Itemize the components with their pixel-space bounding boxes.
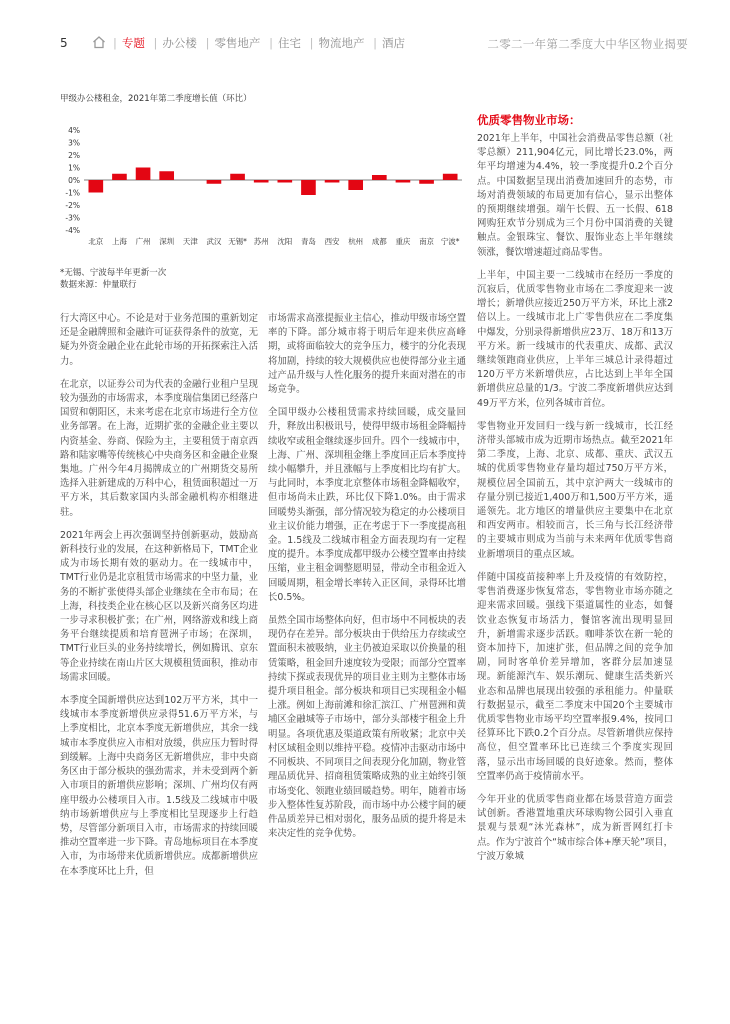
bar-3 [136,168,151,181]
paragraph: 伴随中国疫苗接种率上升及疫情的有效防控，零售消费逐步恢复常态，零售物业市场亦随之迎来需求回暖。强线下渠道属性的业态，如餐饮业态恢复市场活力，餐馆客流出现明显回升，新增需求逐步活跃。咖啡茶饮在新一轮的资本加持下，加速扩张，但品牌之间的竞争加剧，同时客单价差异增加，客群分层加速显现。新能源汽车、娱乐潮玩、健康生活类新兴业态和品牌也展现出较强的承租能力。仲量联行数据显示，截至二季度末中国20个主要城市优质零售物业市场平均空置率报9.4%，按同口径算环比下跌0.2个百分点。尽管新增供应保持高位，但空置率环比已连续三个季度实现回落，显示出市场回暖的良好迹象。然而，整体空置率仍高于疫情前水平。 [477,571,673,782]
x-tick-label: 成都 [371,237,387,246]
text-column-2 [268,312,466,850]
bar-7 [230,174,245,180]
report-title: 二零二一年第二季度大中华区物业揭要 [487,37,688,51]
paragraph: 2021年两会上再次强调坚持创新驱动，鼓励高新科技行业的发展，在这种新格局下，TMT企业成为市场长期有效的驱动力。在一线城市中，TMT行业仍是北京租赁市场需求的中坚力量，业务的不断扩张使得头部企业继续在全市布局；在上海，科技类企业在核心区以及新兴商务区均进一步寻求积极扩张；在广州，网络游戏和线上商务平台继续提质和培育琶洲子市场；在深圳，TMT行业巨头的业务持续增长，例如腾讯、京东等企业持续在南山片区大规模租赁面积，推动市场需求回暖。 [60,529,258,683]
section-title-retail: 优质零售物业市场： [477,113,581,127]
paragraph: 2021年上半年，中国社会消费品零售总额（社零总额）211,904亿元，同比增长23.0%，两年平均增速为4.4%，较一季度提升0.2个百分点。中国数据呈现出消费加速回升的态势，市场对消费领域的布局更加有信心，显示出整体的预期继续增强。端午长假、五一长假、618网购狂欢节分别成为三个月份中国消费的关键触点。金银珠宝、餐饮、服饰业态上半年继续领涨，餐饮增速超过商品零售。 [477,133,673,258]
x-tick-label: 深圳 [159,237,175,246]
bar-14 [396,180,411,183]
y-tick-label: 1% [68,163,80,173]
x-tick-label: 天津 [182,237,198,246]
x-tick-label: 武汉 [206,237,222,246]
text-column-1 [60,312,258,888]
bar-12 [348,180,363,190]
paragraph: 零售物业开发回归一线与新一线城市，长江经济带头部城市成为近期市场热点。截至2021年第二季度，上海、北京、成都、重庆、武汉五城的优质零售物业存量均超过750万平方米，规模位居全国前五，其中京沪两大一线城市的存量分别已接近1,400万和1,500万平方米，遥遥领先。北方地区的增量供应主要集中在北京和西安两市。相较而言，长三角与长江经济带的主要城市则成为当前与未来两年优质零售商业新增项目的重点区域。 [477,420,673,560]
x-tick-label: 广州 [135,237,151,246]
x-tick-label: 沈阳 [277,237,293,246]
y-tick-label: 0% [68,176,80,185]
section-nav: | 专题 | 办公楼 | 零售地产 | 住宅 | 物流地产 | 酒店 [113,36,406,50]
chart-title: 甲级办公楼租金，2021年第二季度增长值（环比） [60,94,252,104]
x-tick-label: 杭州 [348,237,364,246]
nav-item-hotel[interactable]: 酒店 [382,36,406,50]
paragraph: 今年开业的优质零售商业都在场景营造方面尝试创新。香港置地重庆环球购物公园引入垂直景观与景观“沐光森林”，成为新晋网红打卡点。作为宁波首个“城市综合体+摩天轮”项目，宁波万象城 [477,793,673,862]
nav-item-residential[interactable]: 住宅 [277,36,301,50]
x-tick-label: 重庆 [395,237,411,246]
paragraph: 本季度全国新增供应达到102万平方米，其中一线城市本季度新增供应录得51.6万平方米，与上季度相比，北京本季度无新增供应，其余一线城市本季度供应入市相对放缓，供应压力暂时得到缓解。上海中央商务区无新增供应，非中央商务区由于部分板块的强劲需求，并未受到两个新入市项目的新增供应影响；深圳、广州均仅有两座甲级办公楼项目入市。1.5线及二线城市中吸纳市场新增供应与上季度相比呈现逐步上行趋势，尽管部分新项目入市，市场需求的持续回暖推动空置率进一步下降。青岛地标项目在本季度入市，为市场带来优质新增供应。成都新增供应在本季度环比上升，但 [60,695,258,877]
bar-4 [159,171,174,180]
paragraph: 上半年，中国主要一二线城市在经历一季度的沉寂后，优质零售物业市场在二季度迎来一波增长；新增供应接近250万平方米，环比上涨2倍以上。一线城市北上广零售供应在二季度集中爆发，分别录得新增供应23万、18万和13万平方米。新一线城市的代表重庆、成都、武汉继续领跑商业供应，上半年三城总计录得超过120万平方米新增供应，占比达到上半年全国新增供应总量的1/3。宁波二季度新增供应达到49万平方米，位列各城市首位。 [477,269,673,409]
nav-item-special[interactable]: 专题 [121,36,145,50]
bar-2 [112,174,127,180]
bar-16 [443,174,458,180]
chart-source: 数据来源：仲量联行 [60,280,137,290]
y-tick-label: -3% [65,213,80,223]
paragraph: 全国甲级办公楼租赁需求持续回暖，成交量回升，释放出积极讯号，使得甲级市场租金降幅持续收窄或租金继续逐步回升。四个一线城市中，上海、广州、深圳租金继上季度回正后本季度持续小幅攀升，并且涨幅与上季度相比均有扩大。与此同时，本季度北京整体市场租金降幅收窄，但市场尚未止跌，环比仅下降1.0%。由于需求回暖势头渐强，部分情况较为稳定的办公楼项目业主议价能力增强，正在考虑于下一季度提高租金。1.5线及二线城市租金方面表现均有一定程度的提升。本季度成都甲级办公楼空置率由持续压缩，业主租金调整愿明显，带动全市租金近入回暖周期，租金增长率转入正区间，录得环比增长0.5%。 [268,407,466,603]
paragraph: 市场需求高涨提振业主信心，推动甲级市场空置率的下降。部分城市将于明后年迎来供应高峰期，或将面临较大的竞争压力，楼宇的分化表现将加剧，持续的较大规模供应也使得部分业主通过产品升级与人性化服务的提升来面对潜在的市场竞争。 [268,313,466,396]
y-tick-label: 3% [68,138,80,148]
bar-1 [88,180,103,193]
bar-13 [372,175,387,180]
paragraph: 虽然全国市场整体向好，但市场中不同板块的表现仍存在差异。部分板块由于供给压力存续或空置面积未被吸纳，业主仍被迫采取以价换量的租赁策略，租金回升速度较为受限；而部分空置率持续下探或表现优异的项目业主则为主整体市场提升项目租金。部分板块和项目已实现租金小幅上涨。例如上海前滩和徐汇滨江、广州琶洲和黄埔区金融城等子市场中，部分头部楼宇租金上升明显。各项优惠及渠道政策有所收紧；北京中关村区域租金则以维持平稳。疫情冲击驱动市场中不同板块、不同项目之间表现分化加剧，物业管理品质优异、招商租赁策略成熟的业主始终引领市场变化、领跑业绩回暖趋势。明年，随着市场步入整体性复苏阶段，而市场中办公楼宇间的硬件品质差异已相对弱化，服务品质的提升将是未来决定性的竞争优势。 [268,615,466,840]
bar-8 [254,180,269,183]
y-tick-label: -1% [65,188,80,198]
page-header [0,0,730,60]
bar-6 [207,180,222,184]
x-tick-label: 南京 [419,237,435,246]
page-number: 5 [60,36,68,50]
bar-10 [301,180,316,195]
y-tick-label: -2% [65,201,80,210]
y-tick-label: 4% [68,126,80,135]
paragraph: 在北京，以证券公司为代表的金融行业租户呈现较为强劲的市场需求，本季度瑞信集团已经落户国贸和朝阳区，未来考虑在北京市场进行全方位业务部署。在上海，近期扩张的金融企业主要以内资基金、券商、保险为主，主要租赁于南京西路和陆家嘴等传统核心中央商务区和金融企业聚集地。广州今年4月揭牌成立的广州期货交易所选择入驻新建成的万科中心，租赁面积超过一万平方米，其后数家国内头部金融机构亦相继进驻。 [60,378,258,518]
chart-footnote: *无锡、宁波每半年更新一次 [60,268,167,278]
bar-9 [277,180,292,183]
x-tick-label: 北京 [88,237,104,246]
x-tick-label: 青岛 [300,237,316,246]
y-tick-label: -4% [65,226,80,235]
x-tick-label: 宁波* [440,237,460,246]
y-tick-label: 2% [68,151,80,160]
home-icon[interactable] [92,35,106,49]
text-column-3 [477,112,673,873]
bar-11 [325,180,340,183]
paragraph: 行大湾区中心。不论是对于业务范围的重新划定还是金融牌照和金融许可证获得条件的放宽，无疑为外资金融企业在此轮市场的开拓探索注入活力。 [60,313,258,367]
x-tick-label: 苏州 [253,237,269,246]
x-tick-label: 无锡* [228,237,247,246]
nav-item-logistics[interactable]: 物流地产 [318,36,365,50]
nav-item-retail[interactable]: 零售地产 [214,36,261,50]
rent-growth-bar-chart [58,122,470,258]
x-tick-label: 西安 [324,237,340,246]
nav-item-office[interactable]: 办公楼 [162,36,197,50]
x-tick-label: 上海 [111,237,127,246]
bar-15 [419,180,434,184]
